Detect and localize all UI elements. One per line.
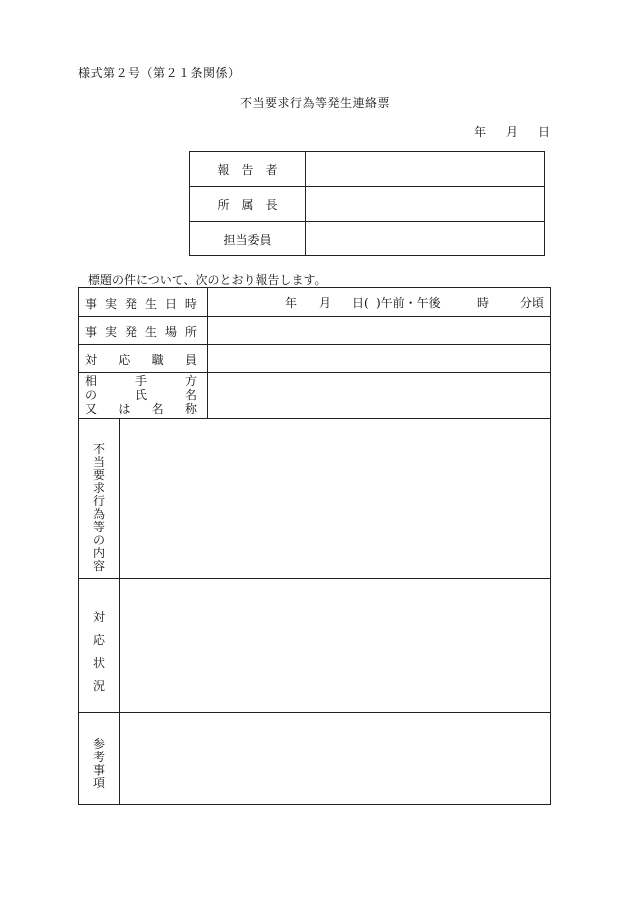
datetime-minute: 分頃 <box>520 296 545 310</box>
label-char: 職 <box>151 353 164 367</box>
date-year-label: 年 <box>473 125 486 139</box>
committee-field[interactable] <box>306 222 544 256</box>
column-divider <box>119 418 120 805</box>
label-char: 時 <box>184 297 197 311</box>
label-char: 況 <box>92 679 105 693</box>
reporter-label: 報 告 者 <box>190 152 306 187</box>
label-char: 生 <box>144 325 157 339</box>
report-date <box>474 123 550 140</box>
label-char: 対 <box>92 610 105 624</box>
occurrence-datetime-label <box>85 295 197 312</box>
label-char: 実 <box>104 325 117 339</box>
content-label <box>79 443 119 573</box>
notes-label <box>79 738 119 790</box>
label-char: 容 <box>92 559 105 573</box>
manager-row <box>190 186 544 221</box>
label-char: 名 <box>184 388 197 402</box>
datetime-ampm: )午前・午後 <box>376 296 441 310</box>
label-char: 氏 <box>134 388 147 402</box>
incident-table <box>78 287 551 805</box>
label-char: 内 <box>92 546 105 560</box>
label-char: 事 <box>85 297 98 311</box>
date-day-label: 日 <box>537 125 550 139</box>
label-char: 方 <box>184 374 197 388</box>
label-char: は <box>118 402 131 416</box>
label-char: 発 <box>124 325 137 339</box>
row-divider <box>79 372 550 373</box>
occurrence-place-label <box>85 323 197 340</box>
staff-label <box>85 351 197 368</box>
label-char: 名 <box>151 402 164 416</box>
counterpart-label-line3 <box>85 402 197 416</box>
reporter-row <box>190 152 544 187</box>
label-char: 考 <box>92 750 105 764</box>
committee-label: 担当委員 <box>190 222 306 256</box>
label-char: 日 <box>164 297 177 311</box>
response-label <box>79 606 119 698</box>
row-divider <box>79 712 550 713</box>
label-char: 項 <box>92 776 105 790</box>
label-char: 求 <box>92 481 105 495</box>
label-char: 発 <box>124 297 137 311</box>
counterpart-label-line2 <box>85 388 197 402</box>
intro-text: 標題の件について、次のとおり報告します。 <box>88 273 327 287</box>
label-char: 称 <box>184 402 197 416</box>
label-char: 相 <box>85 374 98 388</box>
reporter-table <box>189 151 545 256</box>
label-char: の <box>92 533 105 547</box>
datetime-day: 日( <box>352 296 369 310</box>
label-char: 事 <box>92 763 105 777</box>
label-char: 生 <box>144 297 157 311</box>
label-char: 行 <box>92 494 105 508</box>
label-char: 所 <box>184 325 197 339</box>
counterpart-label-line1 <box>85 374 197 388</box>
label-char: 等 <box>92 520 105 534</box>
row-divider <box>79 344 550 345</box>
label-char: 参 <box>92 737 105 751</box>
label-char: 実 <box>104 297 117 311</box>
label-char: 応 <box>92 633 105 647</box>
label-char: 当 <box>92 455 105 469</box>
manager-label: 所 属 長 <box>190 187 306 221</box>
label-char: 応 <box>118 353 131 367</box>
row-divider <box>79 316 550 317</box>
label-char: 対 <box>85 353 98 367</box>
row-divider <box>79 418 550 419</box>
row-divider <box>79 578 550 579</box>
datetime-month: 月 <box>319 296 332 310</box>
reporter-field[interactable] <box>306 152 544 187</box>
label-char: 不 <box>92 442 105 456</box>
label-char: 為 <box>92 507 105 521</box>
label-char: 要 <box>92 468 105 482</box>
column-divider <box>207 288 208 418</box>
manager-field[interactable] <box>306 187 544 221</box>
label-char: 員 <box>184 353 197 367</box>
label-char: 場 <box>164 325 177 339</box>
page-title: 不当要求行為等発生連絡票 <box>239 96 390 110</box>
label-char: 事 <box>85 325 98 339</box>
label-char: 状 <box>92 656 105 670</box>
label-char: の <box>85 388 98 402</box>
date-month-label: 月 <box>505 125 518 139</box>
datetime-year: 年 <box>285 296 298 310</box>
datetime-hour: 時 <box>477 296 490 310</box>
label-char: 又 <box>85 402 98 416</box>
committee-row <box>190 221 544 256</box>
form-number: 様式第２号（第２１条関係） <box>78 66 241 80</box>
label-char: 手 <box>134 374 147 388</box>
